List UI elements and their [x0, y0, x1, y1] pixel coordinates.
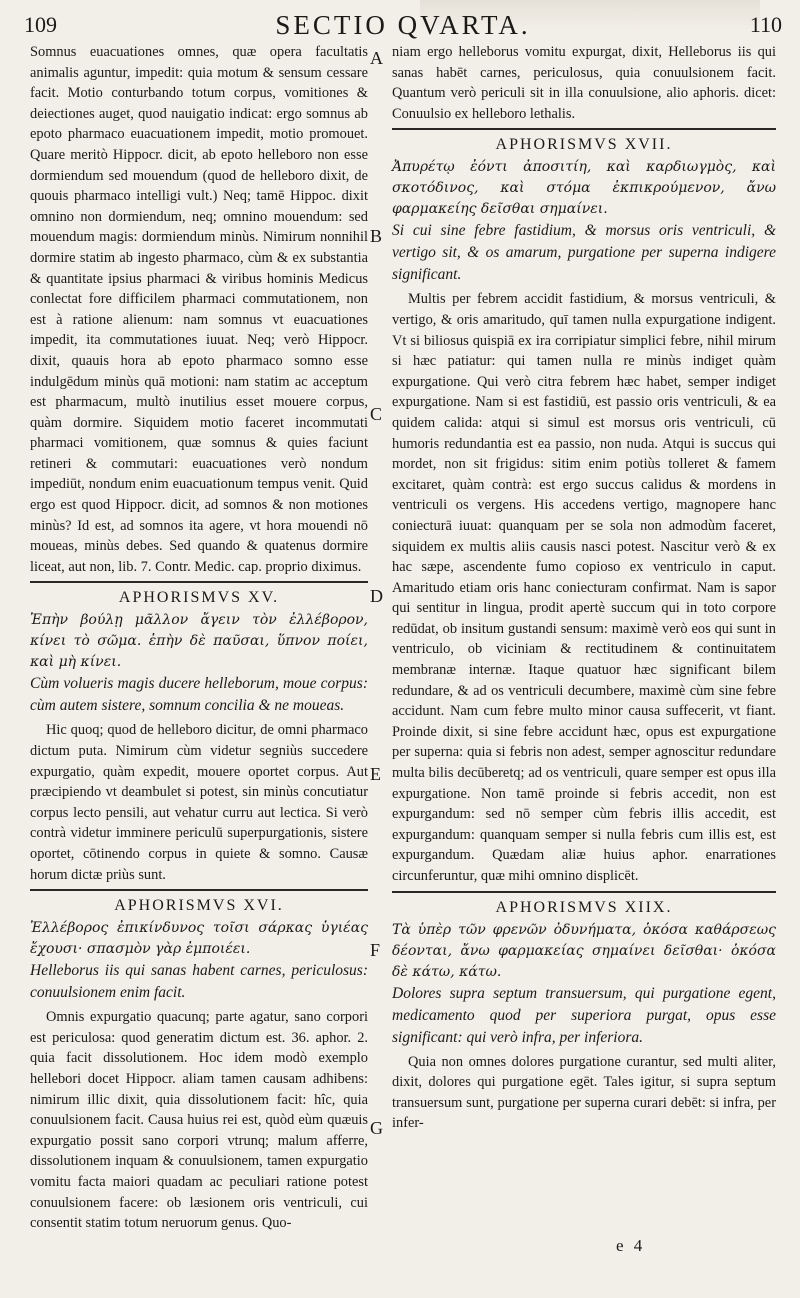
- margin-letter-e: E: [370, 764, 381, 784]
- commentary-paragraph: Omnis expurgatio quacunq; parte agatur, sano corpori est periculosa: quod generatim dictum est. 36. aphor. 2. quia facit dissolutionem. Hoc idem modò exemplo hellebori docet Hippocr. aliam tamen causam adhibens: nimirum illic dixit, quia dissolutionem facit: hîc, quia conuulsionem facit. Causa huius rei est, quòd eùm quæuis expurgatio possit sano corpori vtrunq; malum afferre, dissolutionem inquam & conuulsionem, tamen expurgatio vomitu facta maiori quadam ac peculiari ratione potest conuulsionem facere: ob læsionem oris ventriculi, cui consentit statim totum neruorum genus. Quo-: [30, 1009, 368, 1232]
- greek-text: Τὰ ὑπὲρ τῶν φρενῶν ὀδυνήματα, ὁκόσα καθάρσεως δέονται, ἄνω φαρμακείας σημαίνει δεῖσθαι· ὁκόσα δὲ κάτω, κάτω.: [392, 921, 776, 980]
- section-divider: [392, 891, 776, 893]
- page-number-left: 109: [24, 12, 57, 37]
- latin-translation: Cùm volueris magis ducere helleborum, moue corpus: cùm autem sistere, somnum concilia & ne moueas.: [30, 675, 368, 715]
- greek-text: Ἐλλέβορος ἐπικίνδυνος τοῖσι σάρκας ὑγιέας ἔχουσι· σπασμὸν γὰρ ἐμποιέει.: [30, 920, 368, 958]
- margin-letter-d: D: [370, 586, 383, 606]
- left-column: [30, 42, 368, 1234]
- latin-translation: Helleborus iis qui sanas habent carnes, periculosus: conuulsionem enim facit.: [30, 962, 368, 1002]
- aphorism-heading: APHORISMVS XVI.: [114, 897, 284, 915]
- signature-mark: e 4: [616, 1236, 646, 1255]
- greek-text: Ἀπυρέτῳ ἐόντι ἀποσιτίη, καὶ καρδιωγμὸς, καὶ σκοτόδινος, καὶ στόμα ἐκπικρούμενον, ἄνω φαρμακείης δεῖσθαι σημαίνει.: [392, 159, 776, 218]
- margin-letter-a: A: [370, 48, 383, 68]
- commentary-paragraph: Quia non omnes dolores purgatione curantur, sed multi aliter, dixit, dolores qui purgatione egēt. Tales igitur, si supra septum transuersum sunt, purgatione per superna curari debēt: si infra, per infer-: [392, 1053, 776, 1132]
- aphorism-heading: APHORISMVS XVII.: [495, 136, 673, 154]
- margin-letter-g: G: [370, 1118, 383, 1138]
- running-title: SECTIO QVARTA.: [275, 10, 531, 40]
- latin-translation: Dolores supra septum transuersum, qui purgatione egent, medicamento quod per superiora purgat, opus esse significant: qui verò infra, per inferiora.: [392, 984, 776, 1046]
- margin-letter-f: F: [370, 940, 381, 960]
- margin-letter-c: C: [370, 404, 383, 424]
- page-number-right: 110: [749, 12, 782, 37]
- aphorism-heading: APHORISMVS XV.: [118, 589, 280, 607]
- commentary-paragraph: Hic quoq; quod de helleboro dicitur, de omni pharmaco dictum puta. Nimirum cùm videtur segniùs succedere expurgatio, quàm expedit, mouere oportet corpus. Aut præcipiendo vt deambulet si potest, sin minùs concutiatur corpus lecto pensili, aut vehatur curru aut lectica. Si verò contrà videtur imminere periculū superpurgationis, sistere oportet, cōtinendo corpus in quiete & somno. Causæ horum dictæ priùs sunt.: [30, 722, 368, 883]
- margin-letter-b: B: [370, 226, 383, 246]
- section-divider: [30, 581, 368, 583]
- commentary-paragraph: Multis per febrem accidit fastidium, & morsus ventriculi, & vertigo, & oris amaritudo, quī tamen nulla expurgatione indigent. Vt si biliosus quispiā ex ira corripiatur simplici febre, nihil mirum si hæc patiatur: qui tamen nulla re minùs indiget quàm expurgatione. Qui verò citra febrem hæc habet, semper indiget expurgatione. Nam si est fastidiū, est passio oris ventriculi, & ea quidem calida: atqui si simul est morsus oris ventriculi, cū humoris redundantia est ea passio, non nuda. Atqui is succus qui mordet, non sit frigidus: sitim enim potiùs tolleret & famem excitaret, quàm contrà: est ergo succus calidus & mordens in ventriculi os vergens. His accedens vertigo, magnopere hanc coniecturā iuuat: quanquam per se sola non admodùm faceret, siquidem ex multis aliis causis nasci potest. Nascitur verò & ex hac sæpe, ascendente fumo copioso ex ventriculo in caput. Amaritudo etiam oris hanc coniecturam confirmat. Nam is sapor qui sentitur in lingua, prodit apertè succum qui in toto corpore redūdat, ob insitum gustandi sensum: maximè verò eos qui sunt in ventriculo, ob viciniam & rectitudinem & continuitatem membranæ internæ. Itaque quatuor hæc significant bilem redundare, & ad os ventriculi decumbere, maximè cùm sine febre accidunt. Nam cum febre multo minor causa suffecerit, vt fiant. Proinde dixit, si sine febre accidunt hæc, opus est expurgatione per superna: quia si febris non adest, semper agnoscitur redundare multa bilis decūberetq; ad os ventriculi, quare semper est opus illa expurgatione. Non tamē proinde si febris accedit, non est expurgandum: sed nō semper cùm febris illis accedit, est expurgandum: quanquam semper si nulla febris cum illis est, est expurgandum. Quædam aliæ huius aphor. enarrationes circunferuntur, quæ mihi omnino displicēt.: [392, 291, 776, 884]
- right-column: [392, 42, 776, 1134]
- running-header: [24, 8, 782, 42]
- section-divider: [30, 889, 368, 891]
- commentary-paragraph: Somnus euacuationes omnes, quæ opera facultatis animalis aguntur, impedit: quia motum & sensum cessare facit. Motio conturbando totum corpus, vomitiones & deiectiones auget, quod nauigatio indicat: ergo somnus ab epoto pharmaco euacuationem impedit, motio promouet. Quare meritò Hippocr. dicit, ab epoto helleboro non esse dormiendum sed mouendum (quod de helleboro dixit, de quouis pharmaco intelligi vult.) Neq; tamē Hippoc. dixit omnino non dormiendum, neq; omnino mouendum: sed mouendum magis: dormiendum minùs. Nimirum nonnihil dormire statim ab ingesto pharmaco, cùm & ex substantia & quantitate ipsius pharmaci & viribus hominis Medicus conlectat fore difficilem pharmaci commutationem, non est à ratione alienum: nam somnus vt euacuationes impedit, ita commutationes iuuat. Neq; verò Hippocr. dixit, quauis hora ab epoto pharmaco somno esse indulgēdum minùs quā motioni: nam statim ac acceptum est pharmacum, multò inutilius esset mouere corpus, quàm dormire. Siquidem motio faceret incommutati pharmaci vomitionem, quæ somnus & quies faciunt retineri & commutari: euacuationes verò nondum impediūt, nondum enim euacuationum tempus venit. Quid ergo est quod Hippocr. dicit, ad somnos & non motiones minùs? Id est, ad somnos ita agere, vt hora mouendi nō moueas, minùs debes. Sed quando & quatenus dormire liceat, aut non, lib. 7. Contr. Medic. cap. proprio diximus.: [30, 44, 368, 575]
- section-divider: [392, 128, 776, 130]
- latin-translation: Si cui sine febre fastidium, & morsus oris ventriculi, & vertigo sit, & os amarum, purgatione per superna indigere significant.: [392, 222, 776, 284]
- aphorism-heading: APHORISMVS XIIX.: [495, 898, 673, 916]
- commentary-paragraph: niam ergo helleborus vomitu expurgat, dixit, Helleborus iis qui sanas habēt carnes, periculosus, quia conuulsionem facit. Quantum verò periculi sit in illa conuulsione, alio aphoris. dicet: Conuulsio ex helleboro lethalis.: [392, 44, 776, 122]
- greek-text: Ἐπὴν βούλῃ μᾶλλον ἄγειν τὸν ἐλλέβορον, κίνει τὸ σῶμα. ἐπὴν δὲ παῦσαι, ὕπνον ποίει, καὶ μὴ κίνει.: [30, 612, 368, 671]
